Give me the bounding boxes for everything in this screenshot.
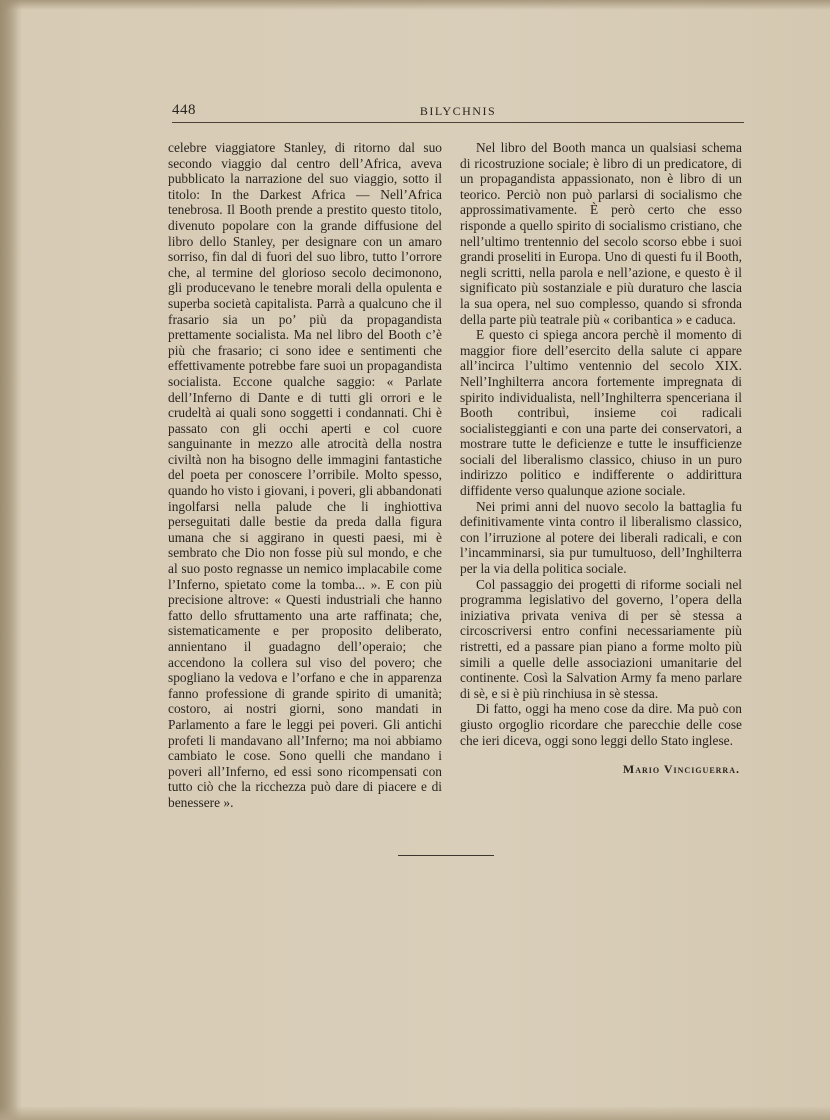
end-of-article-rule	[398, 855, 494, 856]
paragraph: Col passaggio dei progetti di riforme sociali nel programma legislativo del governo, l’opera della iniziativa privata veniva di per sè stessa a circoscriversi entro confini necessariamente più ristretti, ed a passare pian piano a forme molto più simili a quelle delle associazioni umanitarie del continente. Così la Salvation Army fa meno parlare di sè, e si è più rinchiusa in sè stessa.	[460, 576, 742, 701]
page-number: 448	[172, 102, 196, 118]
paragraph: Nel libro del Booth manca un qualsiasi schema di ricostruzione sociale; è libro di un predicatore, di un propagandista appassionato, non è libro di un teorico. Perciò non può parlarsi di socialismo che approssimativamente. È però certo che esso risponde a quello spirito di socialismo cristiano, che nell’ultimo trentennio del secolo scorso ebbe i suoi grandi proseliti in Europa. Uno di questi fu il Booth, negli scritti, nella parola e nell’azione, e questo è il significato più sostanziale e più duraturo che lascia la sua opera, nel suo complesso, quando si sfronda della parte più teatrale più « coribantica » e caduca.	[460, 140, 742, 327]
paragraph: Nei primi anni del nuovo secolo la battaglia fu definitivamente vinta contro il liberalismo classico, con l’irruzione al potere dei liberali radicali, e con l’incamminarsi, sia pur tumultuoso, dell’Inghilterra per la via della politica sociale.	[460, 498, 742, 577]
left-column	[168, 140, 442, 811]
running-title: BILYCHNIS	[419, 104, 497, 118]
right-column	[460, 140, 742, 778]
page-edge-shadow-top	[0, 0, 830, 10]
header-rule	[172, 122, 744, 123]
author-signature: Mario Vinciguerra.	[622, 762, 740, 777]
paragraph: celebre viaggiatore Stanley, di ritorno dal suo secondo viaggio dal centro dell’Africa, aveva pubblicato la narrazione del suo viaggio, sotto il titolo: In the Darkest Africa — Nell’Africa tenebrosa. Il Booth prende a prestito questo titolo, divenuto popolare con la grande diffusione del libro dello Stanley, per designare con un amaro sorriso, fin dal di fuori del suo libro, tutto l’orrore che, al termine del glorioso secolo decimonono, gli producevano le tenebre morali della opulenta e superba società capitalista. Parrà a qualcuno che il frasario sia un po’ più da propagandista prettamente socialista. Ma nel libro del Booth c’è più che frasario; ci sono idee e sentimenti che effettivamente potrebbe fare suoi un propagandista socialista. Eccone qualche saggio: « Parlate dell’Inferno di Dante e di tutti gli orrori e le crudeltà ai quali sono soggetti i condannati. Chi è passato con gli occhi aperti e col cuore sanguinante in mezzo alle atrocità della nostra civiltà non ha bisogno delle immagini fantastiche del poeta per conoscere l’orribile. Molto spesso, quando ho visto i giovani, i poveri, gli abbandonati ingolfarsi nella palude che li inghiottiva perseguitati dalle bestie da preda dalla figura umana che si aggirano in questi paesi, mi è sembrato che Dio non fosse più sul mondo, e che al suo posto regnasse un nemico implacabile come l’Inferno, spietato come la tomba... ». E con più precisione altrove: « Questi industriali che hanno fatto dello sfruttamento una arte raffinata; che, sistematicamente e per proposito deliberato, annientano il guadagno dell’operaio; che accendono la collera sul viso del povero; che spogliano la vedova e l’orfano e che in apparenza fanno professione di grande spirito di umanità; costoro, ai nostri giorni, sono mandati in Parlamento a fare le leggi pei poveri. Gli antichi profeti li mandavano all’Inferno; ma noi abbiamo cambiato le cose. Sono quelli che mandano i poveri all’Inferno, ed essi sono ricompensati con tutto ciò che la ricchezza può dare di piacere e di benessere ».	[168, 140, 442, 810]
page-header	[172, 102, 744, 122]
page-edge-shadow-bottom	[0, 1106, 830, 1120]
paragraph: E questo ci spiega ancora perchè il momento di maggior fiore dell’esercito della salute ci appare all’incirca l’ultimo ventennio del secolo XIX. Nell’Inghilterra ancora fortemente impregnata di spirito individualista, nell’Inghilterra spenceriana il Booth contribuì, insieme coi radicali socialisteggianti e con una parte dei conservatori, a mostrare tutte le deficienze e tutte le insufficienze sociali del liberalismo classico, chiuso in un puro indirizzo politico e indifferente o addirittura diffidente verso qualunque azione sociale.	[460, 327, 742, 499]
paragraph: Di fatto, oggi ha meno cose da dire. Ma può con giusto orgoglio ricordare che parecchie delle cose che ieri diceva, oggi sono leggi dello Stato inglese.	[460, 701, 742, 748]
page-edge-shadow-left	[0, 0, 22, 1120]
